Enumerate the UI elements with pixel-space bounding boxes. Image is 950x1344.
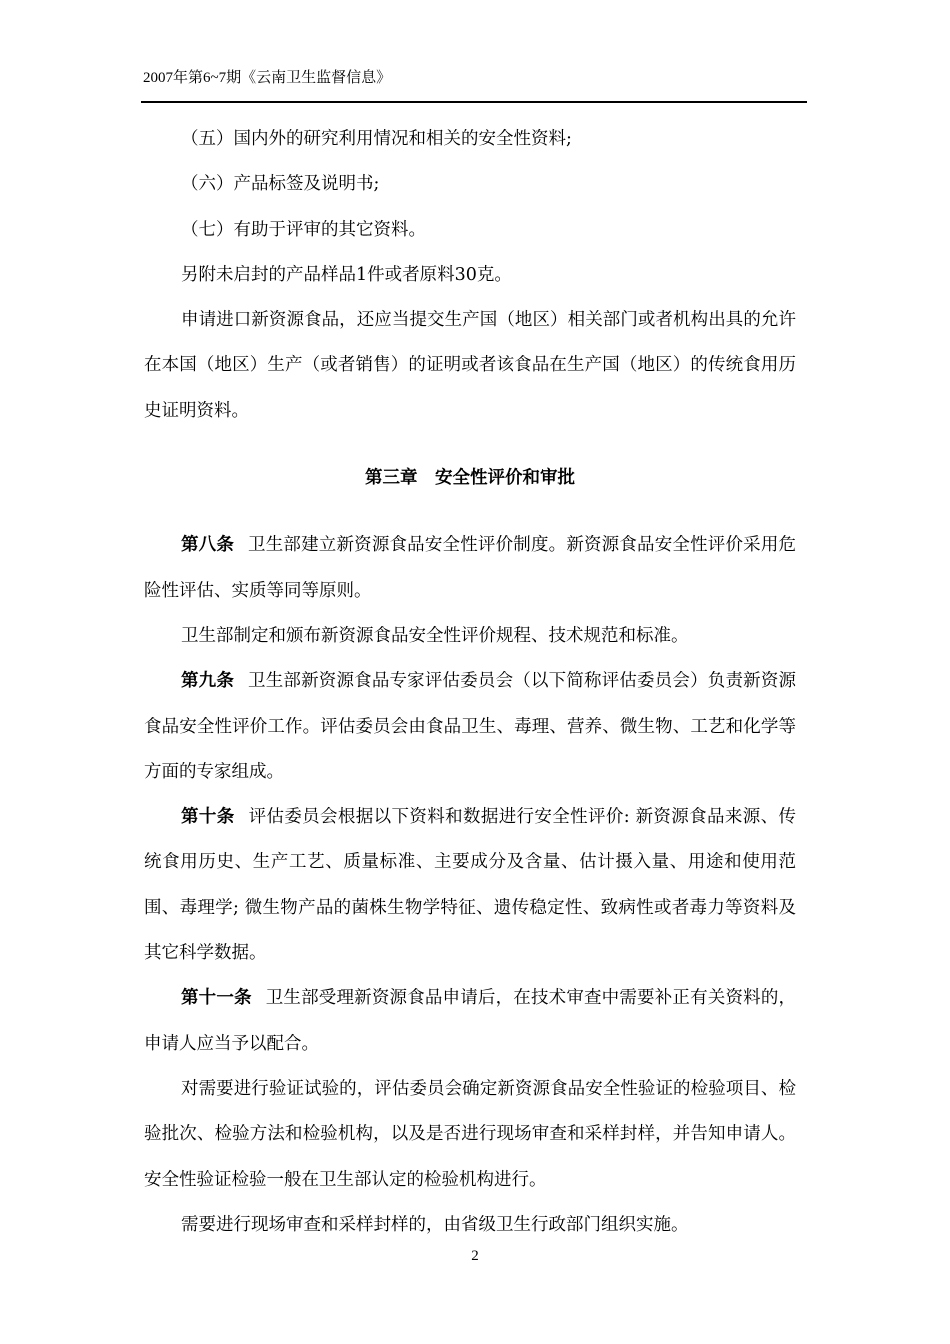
article-label: 第八条	[181, 535, 235, 556]
paragraph-item-6: （六）产品标签及说明书;	[181, 174, 380, 195]
article-text: 卫生部建立新资源食品安全性评价制度。新资源食品安全性评价采用危险性评估、实质等同等原则。	[144, 535, 796, 601]
paragraph-article-8-b: 卫生部制定和颁布新资源食品安全性评价规程、技术规范和标准。	[181, 625, 689, 646]
document-body	[144, 117, 796, 1248]
article-text: 卫生部受理新资源食品申请后，在技术审查中需要补正有关资料的，申请人应当予以配合。	[144, 988, 797, 1054]
article-text: 评估委员会根据以下资料和数据进行安全性评价: 新资源食品来源、传统食用历史、生产工艺、质量标准、主要成分及含量、估计摄入量、用途和使用范围、毒理学; 微生物产品的菌株生物学特征、遗传稳定性、致病性或者毒力等资料及其它科学数据。	[144, 807, 796, 964]
paragraph-item-7: （七）有助于评审的其它资料。	[181, 219, 426, 240]
running-header: 2007年第6~7期《云南卫生监督信息》	[143, 70, 392, 86]
chapter-title: 第三章 安全性评价和审批	[365, 468, 575, 489]
article-8	[144, 523, 796, 614]
article-text: 卫生部新资源食品专家评估委员会（以下简称评估委员会）负责新资源食品安全性评价工作。评估委员会由食品卫生、毒理、营养、微生物、工艺和化学等方面的专家组成。	[144, 671, 796, 782]
paragraph-article-11-b: 对需要进行验证试验的，评估委员会确定新资源食品安全性验证的检验项目、检验批次、检验方法和检验机构，以及是否进行现场审查和采样封样，并告知申请人。安全性验证检验一般在卫生部认定的检验机构进行。	[144, 1078, 796, 1190]
article-label: 第十一条	[181, 988, 252, 1009]
article-9	[144, 659, 796, 795]
header-rule	[141, 101, 807, 103]
article-label: 第九条	[181, 671, 235, 692]
article-label: 第十条	[181, 807, 235, 828]
paragraph-sample-note: 另附未启封的产品样品1件或者原料30克。	[181, 264, 512, 285]
article-10	[144, 795, 796, 976]
article-11	[144, 976, 796, 1067]
page-number: 2	[471, 1248, 479, 1264]
paragraph-item-5: （五）国内外的研究利用情况和相关的安全性资料;	[181, 129, 572, 149]
paragraph-import-requirement: 申请进口新资源食品，还应当提交生产国（地区）相关部门或者机构出具的允许在本国（地区）生产（或者销售）的证明或者该食品在生产国（地区）的传统食用历史证明资料。	[144, 310, 796, 421]
paragraph-article-11-c: 需要进行现场审查和采样封样的，由省级卫生行政部门组织实施。	[181, 1214, 689, 1235]
